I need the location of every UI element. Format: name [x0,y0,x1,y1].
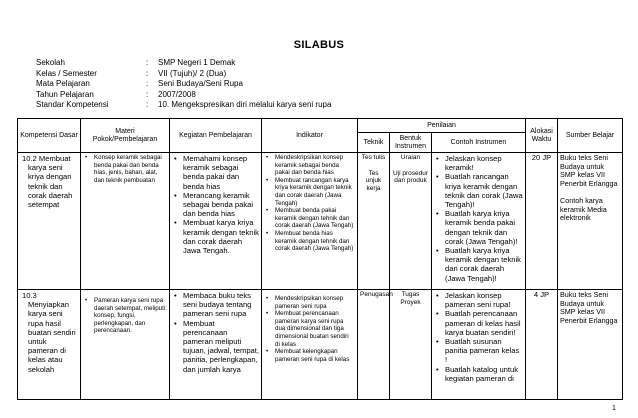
header-sumber: Sumber Belajar [558,119,623,153]
cell-kompetensi [18,153,81,290]
meta-colon: : [146,58,149,67]
header-indikator: Indikator [262,119,358,153]
cell-kegiatan [170,153,262,290]
page-title: SILABUS [293,39,345,51]
list-item: • Merancang keramik sebagai benda pakai dan benda hias [183,191,259,219]
meta-label: Tahun Pelajaran [36,89,94,99]
list-item: • Membuat perencanaan pameran meliputi tujuan, jadwal, tempat, panitia, perlengkapan, dan jumlah karya [183,319,259,374]
header-penilaian: Penilaian [358,119,526,133]
list-item: • Membuat kelengkapan pameran seni rupa di kelas [275,348,355,363]
cell-bentuk: Uraian Uji prosedur dan produk [390,153,432,290]
meta-colon: : [146,79,149,88]
meta-row-tahun [36,90,331,101]
meta-colon: : [146,100,149,109]
header-alokasi: Alokasi Waktu [526,119,558,153]
header-materi: Materi Pokok/Pembelajaran [81,119,170,153]
meta-label: Kelas / Semester [36,68,97,78]
cell-alokasi: 20 JP [526,153,558,290]
cell-sumber: Buku teks Seni Budaya untuk SMP kelas VII Penerbit Erlangga [558,290,623,400]
cell-contoh [432,290,526,400]
cell-teknik: Penugasan [358,290,390,400]
meta-label: Mata Pelajaran [36,79,90,88]
syllabus-table [17,118,623,400]
list-item: • Buatlah karya kriya keramik dengan teknik dan corak daerah (Jawa Tengah)! [445,246,523,283]
cell-bentuk: Tugas Proyek [390,290,432,400]
cell-alokasi: 4 JP [526,290,558,400]
list-item: • Jelaskan konsep pameran seni rupa! [445,291,523,309]
cell-kompetensi [18,290,81,400]
cell-materi [81,153,170,290]
meta-label: Standar Kompetensi [36,100,109,109]
header-kompetensi: Kompetensi Dasar [18,119,81,153]
list-item: • Buatlah perencanaan pameran di kelas hasil karya buatan sendiri! [445,309,523,337]
meta-colon: : [146,89,149,99]
list-item: • Membuat perencanaan pameran karya seni rupa dua dimensional dan tiga dimensional buatan sendiri di kelas [275,310,355,348]
kd-text: 10.2 Membuat karya seni kriya dengan teknik dan corak daerah setempat [22,154,73,210]
list-item: • Membuat benda hias keramik dengan tehnik dan corak daerah (Jawa Tengah) [275,230,355,253]
list-item: • Membaca buku teks seni budaya tentang pameran seni rupa [183,291,259,319]
table-row [18,290,623,400]
table-row [18,153,623,290]
list-item: • Membuat benda pakai keramik dengan tehnik dan corak daerah (Jawa Tengah) [275,207,355,230]
meta-row-sekolah [36,58,331,69]
list-item: • Pameran karya seni rupa daerah setempat, meliputi: konsep, fungsi, perlengkapan, dan perencanaan. [94,297,167,335]
kd-text: 10.3 Menyiapkan karya seni rupa hasil buatan sendiri untuk pameran di kelas atau sekolah [22,291,76,374]
list-item: • Membuat rancangan karya kriya keramik dengan teknik dan corak daerah (Jawa Tengah) [275,177,355,207]
meta-colon: : [146,68,149,78]
list-item: • Konsep keramik sebagai benda pakai dan benda hias, jenis, bahan, alat, dan teknik pembuatan [94,154,167,184]
list-item: • Buatlah katalog untuk kegiatan pameran di [445,365,523,383]
cell-contoh [432,153,526,290]
list-item: • Buatlah karya kriya keramik benda pakai dengan teknik dan corak (Jawa Tengah)! [445,209,523,246]
meta-value: 10. Mengekspresikan diri melalui karya seni rupa [158,100,332,109]
header-kegiatan: Kegiatan Pembelajaran [170,119,262,153]
meta-value: VII (Tujuh)/ 2 (Dua) [158,68,227,78]
cell-kegiatan [170,290,262,400]
list-item: • Membuat karya kriya keramik dengan teknik dan corak daerah Jawa Tengah. [183,218,259,255]
cell-indikator [262,290,358,400]
meta-value: 2007/2008 [158,89,196,99]
meta-label: Sekolah [36,58,65,67]
meta-row-standar [36,100,331,111]
cell-sumber: Buku teks Seni Budaya untuk SMP kelas VII Penerbit Erlangga Contoh karya keramik Media elektronik [558,153,623,290]
table-header-row [18,119,623,133]
header-teknik: Teknik [358,133,390,153]
syllabus-meta [36,58,331,111]
list-item: • Memahami konsep keramik sebagai benda pakai dan benda hias [183,154,259,191]
cell-teknik: Tes tulis Tes unjuk kerja [358,153,390,290]
header-bentuk: Bentuk Instrumen [390,133,432,153]
list-item: • Mendeskripsikan konsep keramik sebagai benda pakai dan benda hias [275,154,355,177]
header-contoh: Contoh Instrumen [432,133,526,153]
list-item: • Buatlah rancangan kriya keramik dengan teknik dan corak (Jawa Tengah)! [445,172,523,209]
meta-row-kelas [36,69,331,80]
meta-row-mapel [36,79,331,90]
list-item: • Jelaskan konsep keramik! [445,154,523,172]
cell-materi [81,290,170,400]
meta-value: SMP Negeri 1 Demak [158,58,236,67]
cell-indikator [262,153,358,290]
list-item: • Buatlah susunan panitia pameran kelas ! [445,337,523,365]
list-item: • Mendeskripsikan konsep pameran seni rupa [275,295,355,310]
page-number: 1 [612,405,616,412]
meta-value: Seni Budaya/Seni Rupa [158,79,243,88]
